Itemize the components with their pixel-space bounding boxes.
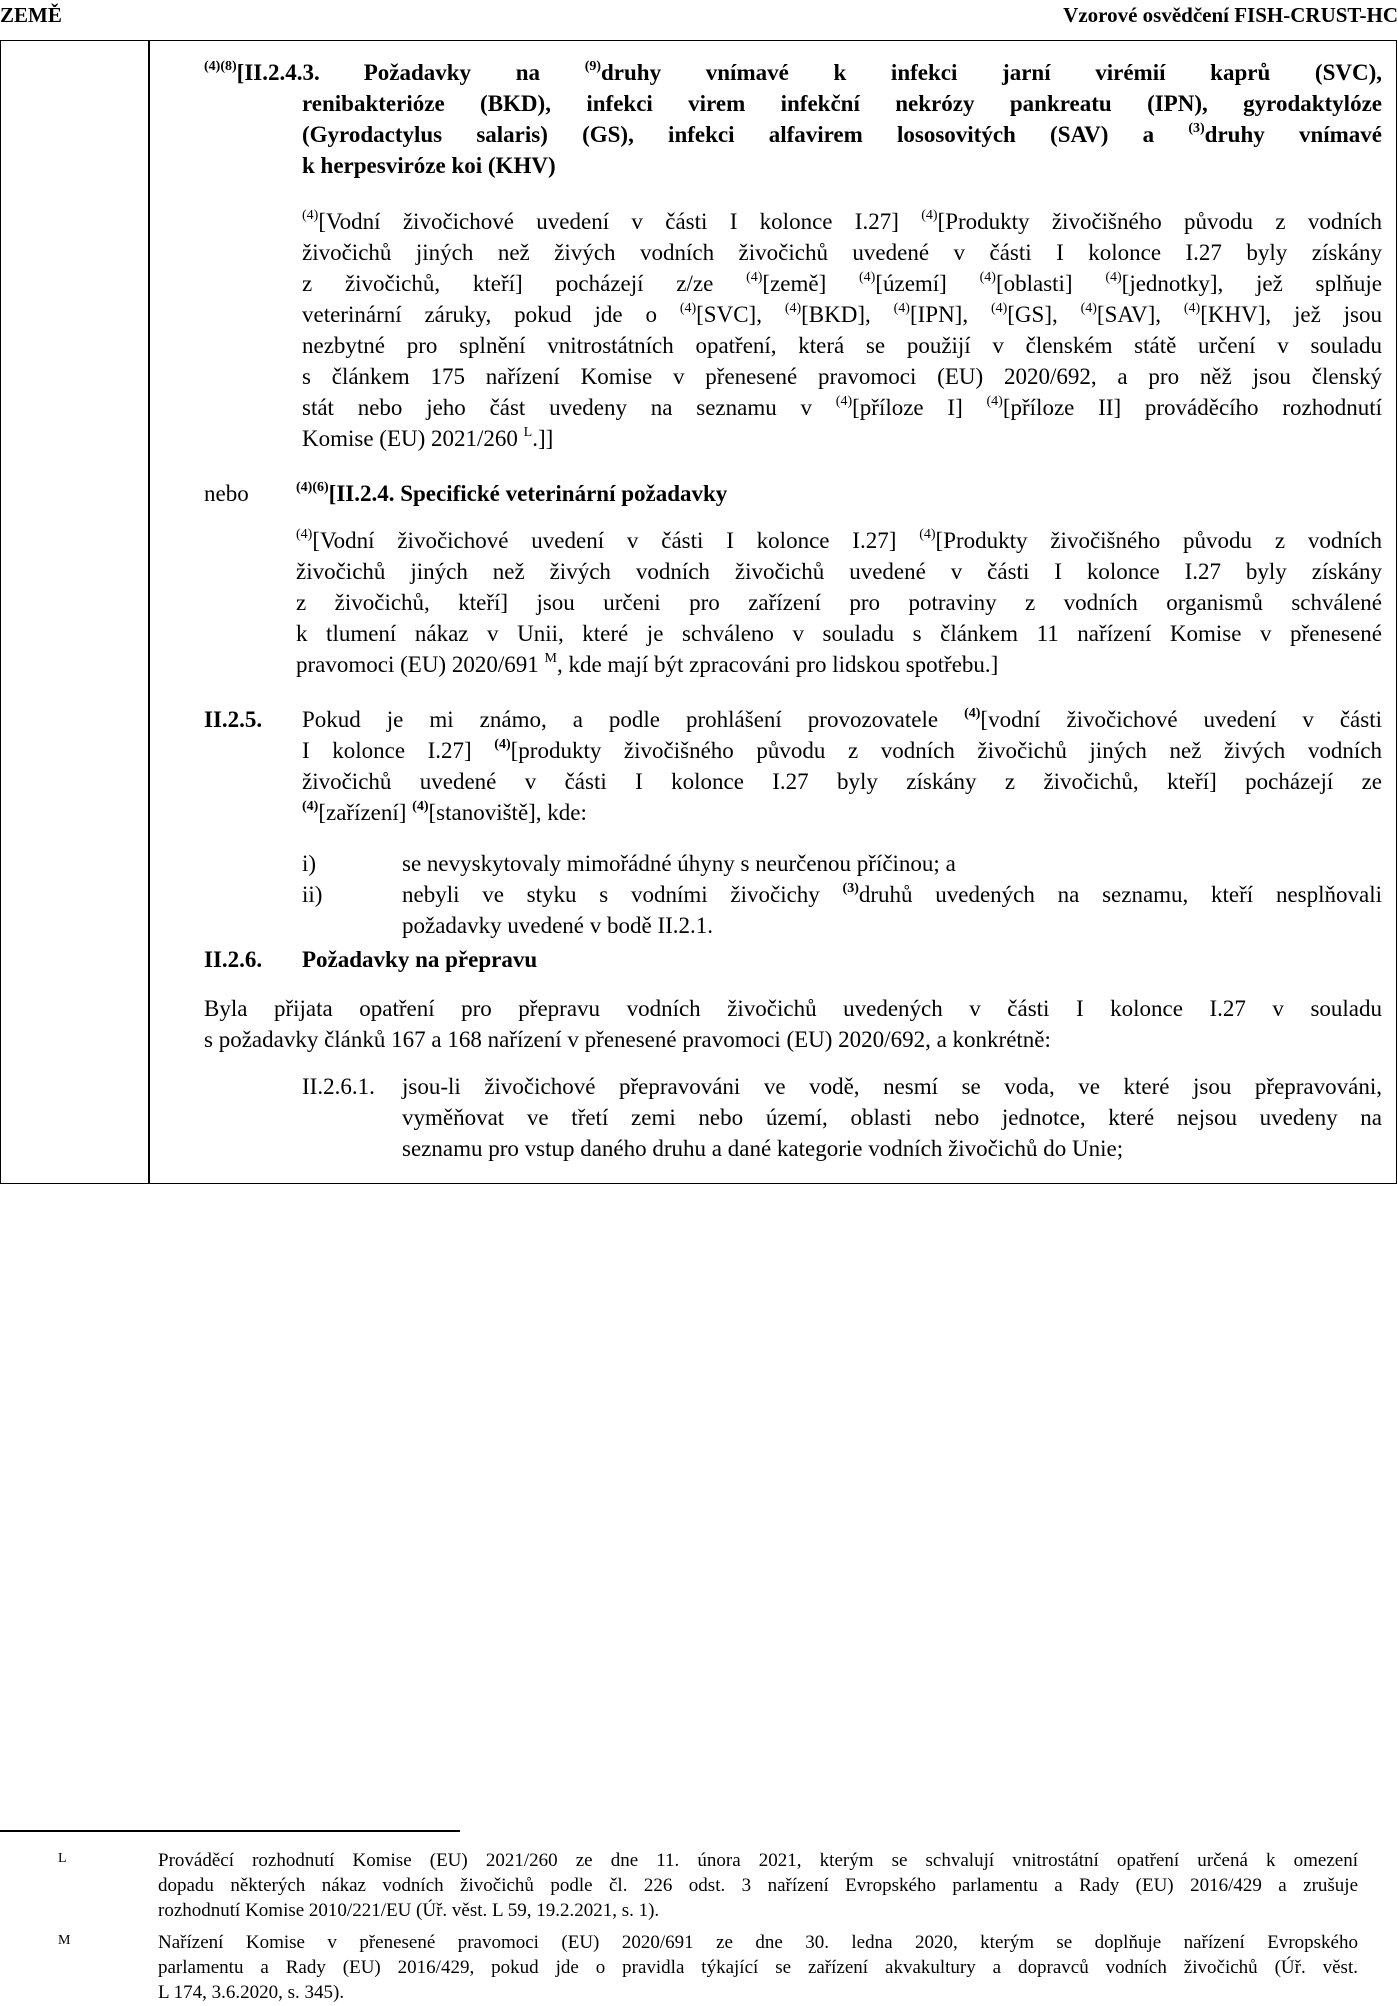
section-II-2-6-1-text: jsou-li živočichové přepravováni ve vodě, nesmí se voda, ve které jsou přepravováni, vyměňovat ve třetí zemi nebo území, oblasti nebo jednotce, které nejsou uvedeny na seznamu pro vstup daného druhu a dané kategorie vodních živočichů do Unie;	[402, 1074, 1382, 1161]
column-divider	[148, 40, 150, 1184]
footnote-L: Prováděcí rozhodnutí Komise (EU) 2021/260 ze dne 11. února 2021, kterým se schvalují vnitrostátní opatření určená k omezení dopadu některých nákaz vodních živočichů podle čl. 226 odst. 3 nařízení Evropského parlamentu a Rady (EU) 2016/429 a zrušuje rozhodnutí Komise 2010/221/EU (Úř. věst. L 59, 19.2.2021, s. 1).	[158, 1850, 1358, 1921]
footnote-marker: M	[58, 1933, 71, 1948]
footnote-separator	[0, 1830, 460, 1832]
section-II-2-5-number: II.2.5.	[204, 707, 263, 732]
section-II-2-4-title: $^{(4)(6)}$[II.2.4. Specifické veterinární požadavky	[296, 480, 728, 506]
nebo-label: nebo	[204, 481, 249, 506]
list-marker: ii)	[302, 882, 323, 907]
header-country: ZEMĚ	[0, 3, 62, 27]
footnote-M: Nařízení Komise v přenesené pravomoci (EU) 2020/691 ze dne 30. ledna 2020, kterým se doplňuje nařízení Evropského parlamentu a Rady (EU) 2016/429, pokud jde o pravidla týkající se zařízení akvakultury a dopravců vodních živočichů (Úř. věst. L 174, 3.6.2020, s. 345).	[158, 1932, 1358, 2003]
list-item: ii) nebyli ve styku s vodními živočichy $^{(3)}$druhů uvedených na seznamu, kteří nesplňovali požadavky uvedené v bodě II.2.1.	[302, 881, 1382, 938]
section-II-2-6-1-number: II.2.6.1.	[302, 1074, 375, 1099]
section-II-2-4-3: $^{(4)(8)}$[II.2.4.3. Požadavky na $^{(9)}$druhy vnímavé k infekci jarní virémií kaprů (SVC), renibakterióze (BKD), infekci virem infekční nekrózy pankreatu (IPN), gyrodaktylóze (Gyrodactylus salaris) (GS), infekci alfavirem lososovitých (SAV) a $^{(3)}$druhy vnímavé k herpesviróze koi (KHV)	[204, 59, 1382, 178]
paragraph-approved-establishment: $^{(4)}$[Vodní živočichové uvedení v části I kolonce I.27] $^{(4)}$[Produkty živočišného původu z vodních živočichů jiných než živých vodních živočichů uvedené v části I kolonce I.27 byly získány z živočichů, kteří] jsou určeni pro zařízení pro potraviny z vodních organismů schválené k tlumení nákaz v Unii, které je schváleno v souladu s článkem 11 nařízení Komise v přenesené pravomoci (EU) 2020/691 $^M$, kde mají být zpracováni pro lidskou spotřebu.]	[296, 527, 1382, 677]
header-certificate-title: Vzorové osvědčení FISH-CRUST-HC	[1063, 3, 1398, 27]
section-II-2-6-title: Požadavky na přepravu	[302, 947, 538, 972]
list-item: i) se nevyskytovaly mimořádné úhyny s neurčenou příčinou; a	[302, 848, 1382, 879]
section-II-2-6-number: II.2.6.	[204, 947, 263, 972]
paragraph-regional-guarantees: $^{(4)}$[Vodní živočichové uvedení v části I kolonce I.27] $^{(4)}$[Produkty živočišného původu z vodních živočichů jiných než živých vodních živočichů uvedené v části I kolonce I.27 byly získány z živočichů, kteří] pocházejí z/ze $^{(4)}$[země] $^{(4)}$[území] $^{(4)}$[oblasti] $^{(4)}$[jednotky], jež splňuje veterinární záruky, pokud jde o $^{(4)}$[SVC], $^{(4)}$[BKD], $^{(4)}$[IPN], $^{(4)}$[GS], $^{(4)}$[SAV], $^{(4)}$[KHV], jež jsou nezbytné pro splnění vnitrostátních opatření, která se použijí v členském státě určení v souladu s článkem 175 nařízení Komise v přenesené pravomoci (EU) 2020/692, a pro něž jsou členský stát nebo jeho část uvedeny na seznamu v $^{(4)}$[příloze I] $^{(4)}$[příloze II] prováděcího rozhodnutí Komise (EU) 2021/260 $^L$.]]	[302, 208, 1382, 451]
footnote-marker: L	[58, 1851, 67, 1866]
list-marker: i)	[302, 851, 317, 876]
transport-paragraph: Byla přijata opatření pro přepravu vodních živočichů uvedených v části I kolonce I.27 v souladu s požadavky článků 167 a 168 nařízení v přenesené pravomoci (EU) 2020/692, a konkrétně:	[204, 996, 1382, 1052]
section-II-2-5-text: Pokud je mi známo, a podle prohlášení provozovatele $^{(4)}$[vodní živočichové uvedení v části I kolonce I.27] $^{(4)}$[produkty živočišného původu z vodních živočichů jiných než živých vodních živočichů uvedené v části I kolonce I.27 byly získány z živočichů, kteří] pocházejí ze $^{(4)}$[zařízení] $^{(4)}$[stanoviště], kde:	[302, 706, 1382, 825]
